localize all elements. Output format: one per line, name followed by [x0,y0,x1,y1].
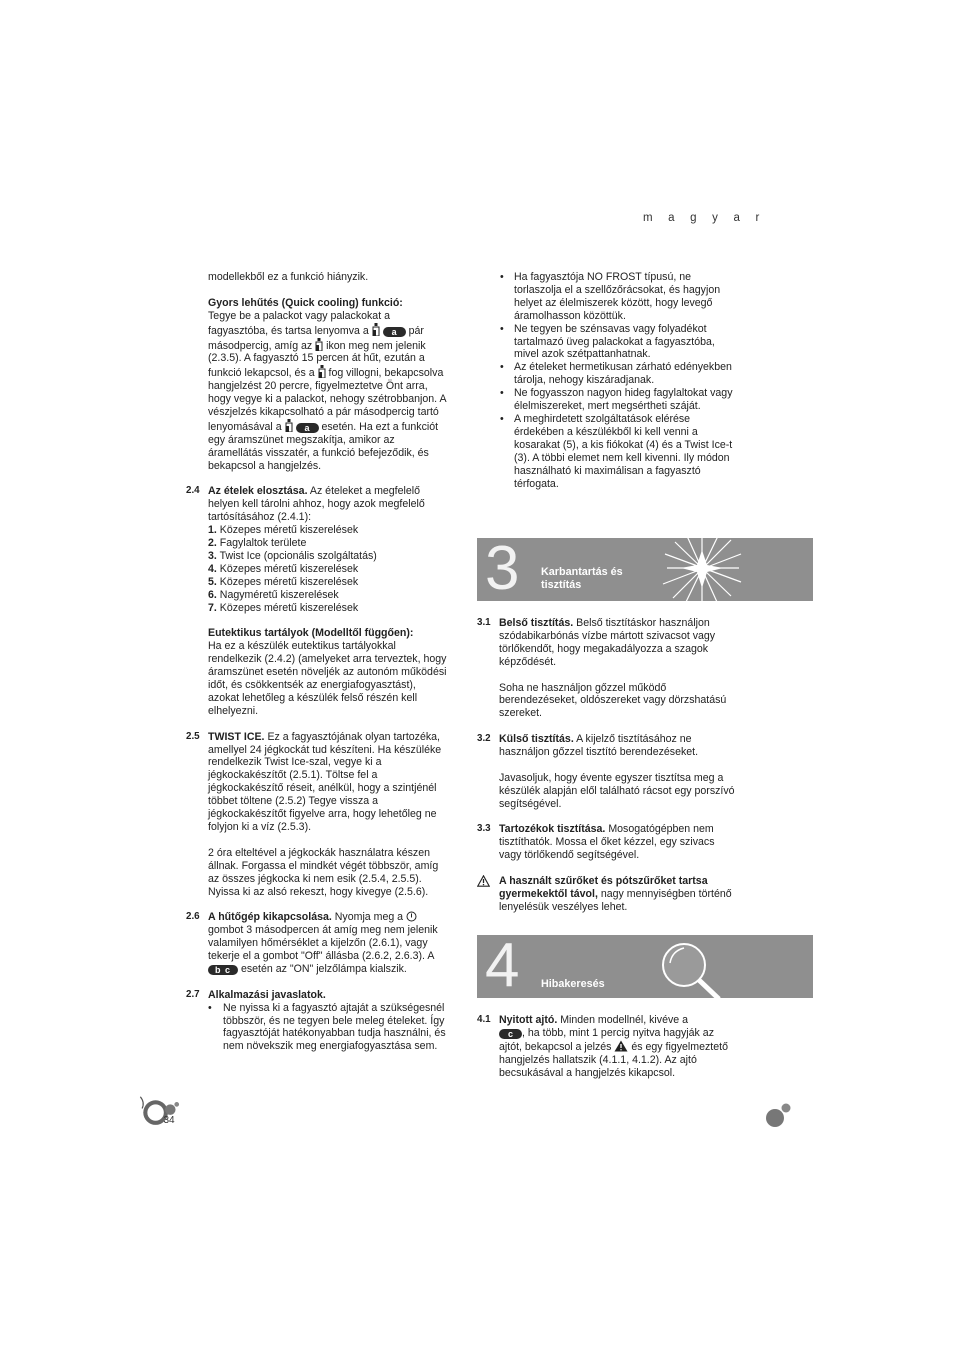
section-2-6-body-2: gombot 3 másodpercen át amíg meg nem jelenik valamilyen hőmérséklet a kijelzőn (2.6.1), vagy tekerje el a gombot "Off" állásba (2.6.2, 2.6.3). A [208,924,438,963]
section-number: 4.1 [477,1014,491,1025]
power-icon [406,911,417,922]
item-number: 1. [208,524,217,537]
section-3-1-text [499,617,739,669]
section-number: 3.3 [477,823,491,835]
item-label: Közepes méretű kiszerelések [219,575,359,588]
section-number: 3.2 [477,733,491,745]
eutectic-body: Ha ez a készülék eutektikus tartályokkal rendelkezik (2.4.2) (amelyeket arra terveztek, hogy áramszünet esetén növeljék az autonóm működési időt, és csökkentsék az energiafogyasztást), azokat lehetőleg a készülék felső részén kell elhelyezni. [208,640,447,717]
right-column-top [477,271,739,490]
warning-icon [477,875,490,887]
warning-bold-text: A használt szűrőket és pótszűrőket tartsa gyermekektől távol, [499,875,708,900]
section-3-3-body: Mosogatógépben nem tisztíthatók. Mossa el őket kézzel, egy szivacs vagy törlőkendő segítségével. [499,823,715,862]
list-item [208,602,448,615]
section-3-3 [477,823,739,862]
left-column [186,271,448,1053]
chapter-title: Karbantartás és tisztítás [541,566,623,591]
section-3-1-body: Belső tisztításkor használjon szódabikarbónás vízbe mártott szivacsot vagy törlőkendőt, hogy megakadályozza a szagok képződését. [499,617,716,668]
item-number: 5. [208,575,217,588]
item-label: Nagyméretű kiszerelések [219,588,339,601]
filter-warning [477,875,739,914]
section-banner-maintenance [477,538,813,601]
section-title: TWIST ICE. [208,730,265,743]
list-item: • Ne nyissa ki a fagyasztó ajtaját a szükségesnél többször, és ne tegyen bele meleg ételeket. Így fagyasztóját hatékonyabban tudja használni, és nem növekszik meg energiafogyasztása sem. [208,1002,448,1054]
list-item [208,589,448,602]
section-title: Belső tisztítás. [499,617,574,629]
item-label: Közepes méretű kiszerelések [219,562,359,575]
section-number: 2.4 [186,485,200,497]
section-title: A hűtőgép kikapcsolása. [208,911,332,924]
warning-body: nagy mennyiségben történő lenyelésük veszélyes lehet. [499,887,732,913]
eutectic-paragraph [208,627,448,717]
item-number: 7. [208,601,217,614]
section-2-4 [186,485,448,717]
bottle-icon [372,323,380,336]
section-3-3-text [499,823,739,862]
item-number: 4. [208,562,217,575]
quick-cooling-title: Gyors lehűtés (Quick cooling) funkció: [208,296,403,309]
section-2-7-title-line [208,989,448,1002]
right-column-middle [477,617,739,914]
item-label: Közepes méretű kiszerelések [219,601,359,614]
chapter-number: 3 [485,538,520,601]
section-3-1-text-2: Soha ne használjon gőzzel működő berendezéseket, oldószereket vagy dörzshatású szereket. [499,681,727,720]
section-2-5-text [208,731,448,834]
item-label: Közepes méretű kiszerelések [219,524,359,537]
usage-tips-list [208,1002,448,1054]
chapter-title: Hibakeresés [541,978,605,990]
section-title: Tartozékok tisztítása. [499,823,606,836]
quick-cooling-text-4: fog villogni, bekapcsolva hangjelzést 20 percre, figyelmeztetve Önt arra, hogy vegye ki a palackot, nehogy szétrobbanjon. A vészjelzés kikapcsolható a pár másodpercig tartó lenyomásával a [208,367,446,433]
section-4-1-body-1: Minden modellnél, kivéve a [560,1014,689,1026]
list-item: • Ne tegyen be szénsavas vagy folyadékot tartalmazó üveg palackokat a fagyasztóba, mivel azok szétpattanhatnak. [477,323,739,362]
list-item: • A meghirdetett szolgáltatások elérése érdekében a készülékből ki kell venni a kosarakat (5), a kis fiókokat (4) és a Twist Ice-t (3). A többi elemet nem kell kivenni. Ily módon használható ki maximálisan a fagyasztó térfogata. [477,413,739,490]
magnifier-icon [657,939,727,998]
section-title: Külső tisztítás. [499,733,574,746]
item-label: Twist Ice (opcionális szolgáltatás) [219,550,377,562]
bottle-icon [318,365,326,378]
list-item [208,550,448,563]
section-2-5-body: Ez a fagyasztójának olyan tartozéka, amellyel 24 jégkockát tud készíteni. Ha készüléke rendelkezik Twist Ice-szal, vegye ki a jégkockakészítőt (2.5.1). Töltse fel a jégkockakészítő réseit, anélkül, hogy a szintjénél többet töltene (2.5.2) Tegye vissza a jégkockakészítőt figyelve arra, hogy lehetőleg ne folyjon ki a víz (2.5.3). [208,730,442,833]
section-number: 3.1 [477,617,491,628]
list-item: • Ne fogyasszon nagyon hideg fagylaltokat vagy élelmiszereket, mert megsértheti száját. [477,387,739,413]
section-2-5 [186,731,448,899]
alarm-icon [614,1040,628,1052]
list-item: • Az ételeket hermetikusan zárható edényekben tárolja, nehogy kiszáradjanak. [477,361,739,387]
quick-cooling-text-2: pár másodpercig, amíg az [208,324,424,352]
quick-cooling-text-1: Tegye be a palackot vagy palackokat a fagyasztóba, és tartsa lenyomva a [208,309,390,337]
section-3-1 [477,617,739,720]
section-title: Nyitott ajtó. [499,1014,558,1026]
bottle-icon [285,419,293,432]
button-a-icon: a [296,423,319,433]
language-label: m a g y a r [643,212,766,224]
section-2-6-text [208,911,448,976]
item-number: 6. [208,588,217,601]
section-number: 2.7 [186,988,200,1000]
section-2-4-body: Az ételeket a megfelelő helyen kell tárolni ahhoz, hogy azok megfelelő tartósításához (2.4.1): [208,485,425,524]
section-banner-troubleshooting [477,935,813,998]
section-4-1-body-2: , ha több, mint 1 percig nyitva hagyják az ajtót, bekapcsol a jelzés [499,1026,714,1053]
usage-tips-list-continued [477,271,739,490]
section-4-1 [477,1014,739,1080]
item-number: 2. [208,537,217,550]
list-item [208,563,448,576]
right-column-bottom [477,1014,739,1080]
button-bc-icon: b c [208,965,238,975]
quick-cooling-text-5: esetén. Ha ezt a funkciót egy áramszünet megszakítja, amikor az áramellátás visszatér, a funkció befejeződik, és bekapcsol a hangjelzés. [208,420,439,472]
section-2-4-text [208,485,448,524]
quick-cooling-paragraph [208,297,448,473]
filter-warning-text [499,875,739,914]
section-4-1-text [499,1014,739,1080]
quick-cooling-text-3: ikon meg nem jelenik (2.3.5). A fagyasztó 15 percen át hűt, ezután a funkció lekapcsol, és a [208,339,426,380]
section-4-1-body-3: és egy figyelmeztető hangjelzés hallatszik (4.1.1, 4.1.2). Az ajtó becsukásával a hangjelzés kikapcsol. [499,1040,728,1079]
item-number: 3. [208,550,217,562]
section-2-5-text-2: 2 óra elteltével a jégkockák használatra készen állnak. Forgassa el mindkét végét többször, amíg az összes jégkocka ki nem esik (2.5.4, 2.5.5). Nyissa ki az alsó rekeszt, hogy kivegye (2.5.6). [208,846,439,898]
chapter-number: 4 [485,935,520,998]
section-2-6-body-1: Nyomja meg a [334,911,404,924]
section-3-2-text [499,733,739,759]
storage-zone-list [208,524,448,614]
section-title: Az ételek elosztása. [208,485,308,498]
bottle-icon [315,338,323,351]
button-a-icon: a [383,327,406,337]
section-2-7 [186,989,448,1054]
list-item [208,576,448,589]
item-label: Fagylaltok területe [219,537,307,550]
intro-text [186,271,448,473]
section-number: 2.5 [186,730,200,742]
decorative-dots-icon [762,1100,796,1130]
page-number: 34 [163,1115,175,1126]
eutectic-title: Eutektikus tartályok (Modelltől függően): [208,627,414,640]
list-item: • Ha fagyasztója NO FROST típusú, ne torlaszolja el a szellőzőrácsokat, és hagyjon helyet az élelmiszerek között, hogy levegő áramolhasson közöttük. [477,271,739,323]
sparkle-icon [657,538,747,601]
section-3-2-body: A kijelző tisztításához ne használjon gőzzel tisztító berendezéseket. [499,733,699,759]
section-number: 2.6 [186,911,200,923]
section-2-6-body-3: esetén az "ON" jelzőlámpa kialszik. [240,962,407,975]
section-3-2-text-2: Javasoljuk, hogy évente egyszer tisztítsa meg a készülék alapján elől található rácsot egy porszívó segítségével. [499,771,735,810]
section-2-6 [186,911,448,976]
list-item [208,524,448,537]
section-title: Alkalmazási javaslatok. [208,988,326,1001]
list-item [208,537,448,550]
button-c-icon: c [499,1029,522,1039]
section-3-2 [477,733,739,810]
intro-paragraph: modellekből ez a funkció hiányzik. [208,271,369,283]
